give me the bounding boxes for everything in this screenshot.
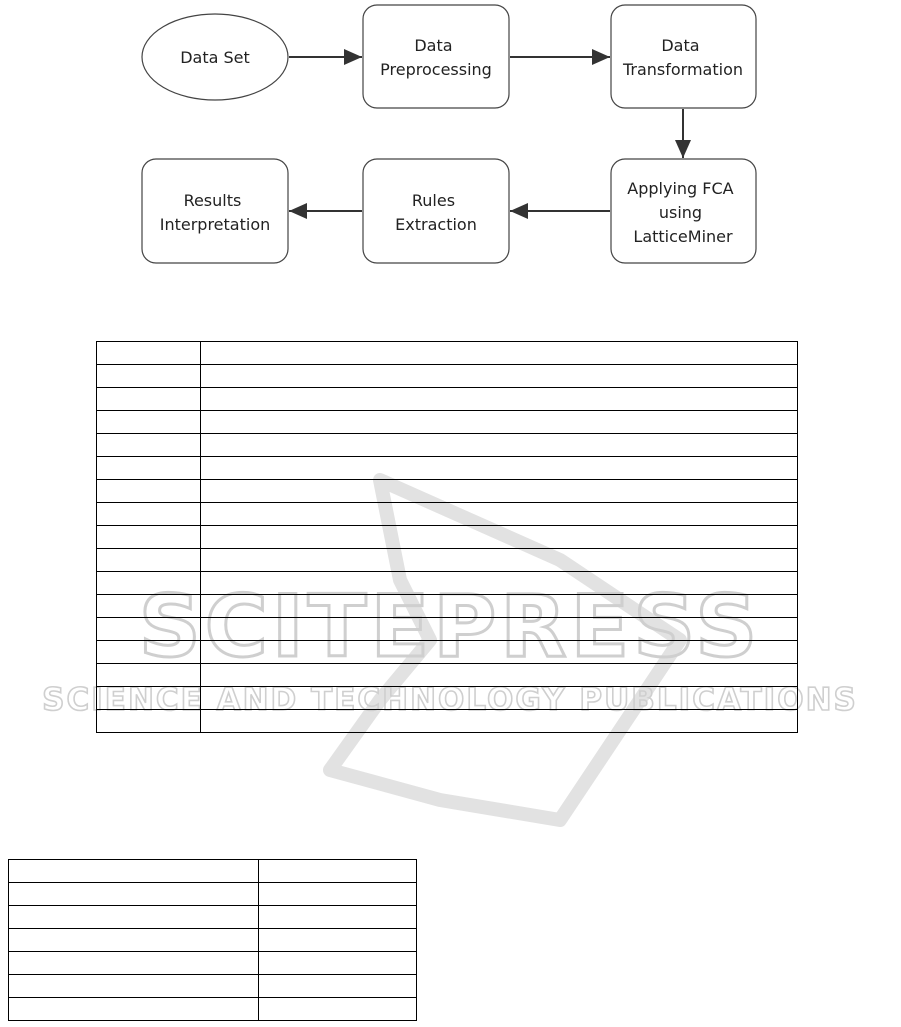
table-cell (97, 641, 201, 664)
table-row (9, 998, 417, 1021)
table-cell (201, 641, 798, 664)
table-cell (97, 365, 201, 388)
table-cell (97, 549, 201, 572)
table-row (97, 503, 798, 526)
process-flowchart (0, 0, 901, 280)
table-row (97, 687, 798, 710)
label-data-set: Data Set (180, 48, 250, 67)
table-row (9, 883, 417, 906)
table-cell (201, 342, 798, 365)
table-row (9, 975, 417, 998)
table-cell (259, 952, 417, 975)
label-rules-extraction: Rules Extraction (395, 191, 477, 234)
table-cell (9, 860, 259, 883)
table-row (97, 641, 798, 664)
table-row (97, 365, 798, 388)
table-cell (9, 952, 259, 975)
table-cell (9, 929, 259, 952)
table-cell (97, 572, 201, 595)
table-cell (201, 526, 798, 549)
table-2 (8, 859, 417, 1021)
table-row (97, 549, 798, 572)
table-cell (201, 411, 798, 434)
table-cell (201, 664, 798, 687)
table-row (97, 710, 798, 733)
table-cell (97, 526, 201, 549)
table-cell (97, 480, 201, 503)
table-cell (201, 503, 798, 526)
table-row (97, 457, 798, 480)
table-cell (259, 860, 417, 883)
table-cell (201, 457, 798, 480)
table-cell (259, 998, 417, 1021)
table-row (97, 480, 798, 503)
table-cell (97, 434, 201, 457)
table-cell (201, 549, 798, 572)
table-cell (259, 975, 417, 998)
node-data-transformation (611, 5, 756, 108)
table-row (97, 342, 798, 365)
table-row (97, 595, 798, 618)
label-data-preprocessing: Data Preprocessing (380, 36, 492, 79)
table-cell (201, 572, 798, 595)
node-rules-extraction (363, 159, 509, 263)
table-cell (97, 342, 201, 365)
node-results-interpretation (142, 159, 288, 263)
table-cell (201, 434, 798, 457)
table-cell (201, 618, 798, 641)
table-cell (201, 595, 798, 618)
table-cell (259, 906, 417, 929)
table-cell (97, 595, 201, 618)
label-data-transformation: Data Transformation (622, 36, 744, 79)
table-cell (201, 710, 798, 733)
table-cell (97, 503, 201, 526)
table-cell (259, 929, 417, 952)
table-row (97, 618, 798, 641)
table-cell (201, 388, 798, 411)
table-cell (201, 365, 798, 388)
table-cell (97, 664, 201, 687)
table-cell (97, 618, 201, 641)
table-row (97, 388, 798, 411)
table-cell (97, 457, 201, 480)
table-row (9, 952, 417, 975)
table-row (97, 572, 798, 595)
table-row (9, 906, 417, 929)
label-results-interpretation: Results Interpretation (159, 191, 271, 234)
table-row (97, 411, 798, 434)
table-cell (97, 710, 201, 733)
table-row (97, 526, 798, 549)
table-row (9, 929, 417, 952)
table-cell (201, 480, 798, 503)
table-cell (97, 687, 201, 710)
table-cell (9, 998, 259, 1021)
table-cell (97, 388, 201, 411)
label-applying-fca: Applying FCA using LatticeMiner (627, 179, 734, 246)
table-row (97, 664, 798, 687)
watermark-title: SCITEPRESS (138, 577, 762, 677)
table-cell (9, 975, 259, 998)
table-row (97, 434, 798, 457)
table-row (9, 860, 417, 883)
watermark-subtitle: SCIENCE AND TECHNOLOGY PUBLICATIONS (42, 682, 858, 718)
table-cell (97, 411, 201, 434)
table-cell (9, 883, 259, 906)
node-data-preprocessing (363, 5, 509, 108)
table-1 (96, 341, 798, 733)
table-cell (201, 687, 798, 710)
table-cell (9, 906, 259, 929)
table-cell (259, 883, 417, 906)
